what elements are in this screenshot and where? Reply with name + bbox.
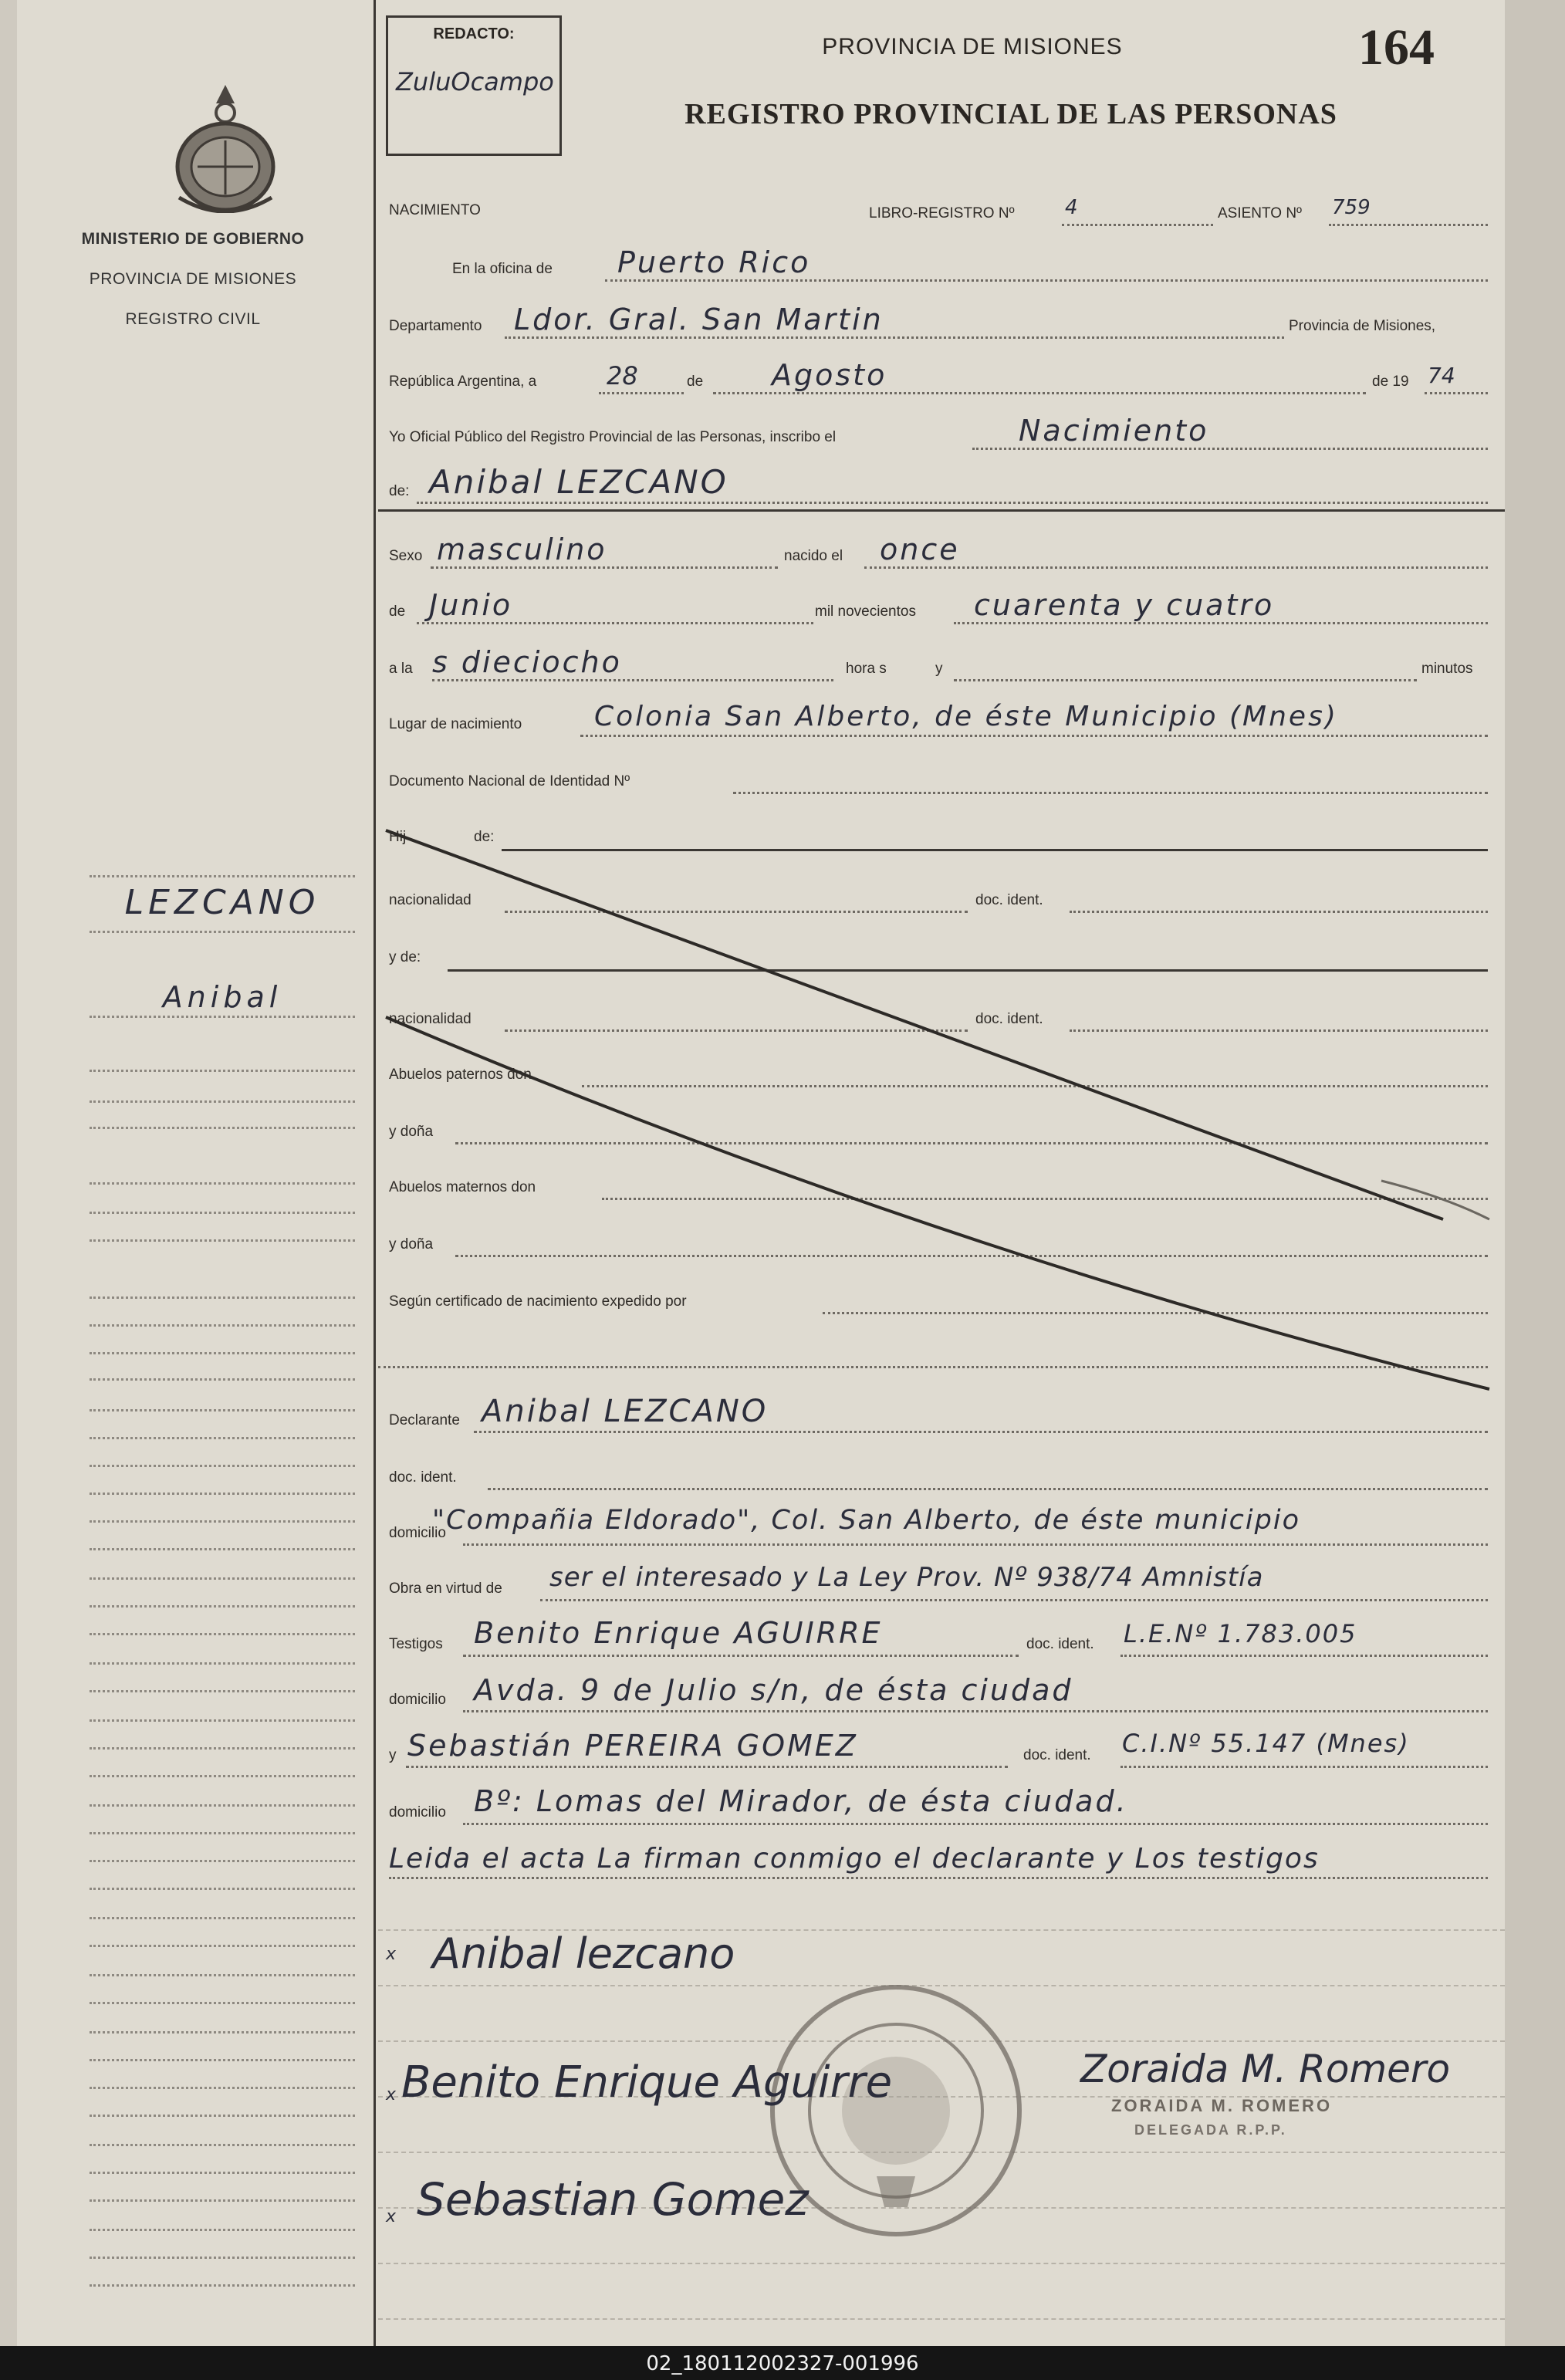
sidebar-dotted-line: [90, 1324, 355, 1327]
docident-label: doc. ident.: [975, 892, 1043, 908]
redacto-box: [386, 15, 562, 156]
field-line: [474, 1431, 1488, 1433]
dni-label: Documento Nacional de Identidad Nº: [389, 773, 630, 789]
sidebar-dotted-line: [90, 2172, 355, 2174]
sexo-label: Sexo: [389, 548, 423, 564]
field-line: [580, 735, 1488, 737]
field-line: [599, 392, 684, 394]
sidebar-dotted-line: [90, 1437, 355, 1439]
docident2-label: doc. ident.: [975, 1011, 1043, 1027]
y-label: y: [935, 661, 943, 677]
ministry-label: MINISTERIO DE GOBIERNO: [81, 230, 305, 248]
page-edge-right: [1505, 0, 1565, 2346]
field-line: [713, 392, 1366, 394]
departamento-value: Ldor. Gral. San Martin: [514, 303, 884, 336]
sidebar-dotted-line: [90, 1832, 355, 1834]
sidebar-dotted-line: [90, 1577, 355, 1580]
de3-label: de: [389, 603, 406, 620]
sidebar-dotted-line: [90, 1100, 355, 1103]
de4-label: de:: [474, 829, 495, 845]
ydona1-label: y doña: [389, 1124, 434, 1140]
ala-label: a la: [389, 661, 413, 677]
cancellation-strokes: [378, 818, 1505, 1405]
sidebar-dotted-line: [90, 2059, 355, 2061]
signature-testigo1: Benito Enrique Aguirre: [401, 2057, 893, 2108]
sidebar-dotted-line: [90, 931, 355, 933]
signature-guide-line: [378, 2318, 1505, 2320]
sidebar-dotted-line: [90, 1016, 355, 1018]
field-line: [463, 1710, 1488, 1712]
birth-month-value: Junio: [429, 588, 513, 622]
year-value: 74: [1428, 363, 1455, 388]
sidebar-dotted-line: [90, 1520, 355, 1523]
province-heading: PROVINCIA DE MISIONES: [822, 34, 1123, 59]
sidebar-dotted-line: [90, 2229, 355, 2231]
nac2-label: nacionalidad: [389, 1011, 472, 1027]
sidebar-dotted-line: [90, 1465, 355, 1467]
field-line: [540, 1599, 1488, 1601]
lugar-value: Colonia San Alberto, de éste Municipio (Mnes): [594, 701, 1338, 732]
declarante-label: Declarante: [389, 1412, 460, 1428]
testigos-label: Testigos: [389, 1636, 443, 1652]
sidebar-dotted-line: [90, 2284, 355, 2287]
docident3-label: doc. ident.: [389, 1469, 457, 1486]
sidebar-dotted-line: [90, 1747, 355, 1750]
sidebar-dotted-line: [90, 1945, 355, 1947]
nacido-label: nacido el: [784, 548, 843, 564]
departamento-label: Departamento: [389, 318, 482, 334]
libro-label: LIBRO-REGISTRO Nº: [869, 205, 1015, 221]
day-value: 28: [607, 361, 638, 390]
signature-mark: x: [386, 2085, 397, 2104]
mil-value: cuarenta y cuatro: [974, 588, 1275, 622]
domicilio1-label: domicilio: [389, 1525, 446, 1541]
sidebar-dotted-line: [90, 1860, 355, 1862]
republica-label: República Argentina, a: [389, 374, 537, 390]
sidebar-dotted-line: [90, 2144, 355, 2146]
oficina-value: Puerto Rico: [617, 245, 811, 279]
minutos-label: minutos: [1421, 661, 1473, 677]
field-line: [431, 566, 778, 569]
sidebar-dotted-line: [90, 2199, 355, 2202]
sidebar-dotted-line: [90, 1352, 355, 1354]
sidebar-dotted-line: [90, 1690, 355, 1692]
testigo2-doc: C.I.Nº 55.147 (Mnes): [1122, 1729, 1410, 1758]
field-line: [1329, 224, 1488, 226]
sidebar-dotted-line: [90, 875, 355, 877]
signature-testigo2: Sebastian Gomez: [417, 2173, 809, 2226]
signature-mark: x: [386, 2207, 397, 2226]
docident4-label: doc. ident.: [1026, 1636, 1094, 1652]
lugar-label: Lugar de nacimiento: [389, 716, 522, 732]
field-line: [1121, 1766, 1488, 1768]
redacto-label: REDACTO:: [433, 25, 515, 42]
sidebar-dotted-line: [90, 1888, 355, 1890]
provincia-suffix: Provincia de Misiones,: [1289, 318, 1436, 334]
stamp-role: DELEGADA R.P.P.: [1134, 2122, 1287, 2138]
signature-guide-line: [378, 2263, 1505, 2264]
sidebar-dotted-line: [90, 1070, 355, 1072]
field-line: [505, 336, 1284, 339]
archive-footer: [0, 2346, 1565, 2380]
asiento-value: 759: [1332, 196, 1371, 219]
oficial-value: Nacimiento: [1019, 414, 1209, 448]
redacto-signature: ZuluOcampo: [396, 67, 554, 96]
field-line: [954, 679, 1417, 681]
act-type-label: NACIMIENTO: [389, 202, 481, 218]
domicilio2-value: Avda. 9 de Julio s/n, de ésta ciudad: [474, 1673, 1073, 1707]
section-rule: [378, 509, 1505, 512]
hora-value: s dieciocho: [432, 645, 622, 679]
sidebar-surname: LEZCANO: [124, 883, 320, 922]
sidebar-dotted-line: [90, 1493, 355, 1495]
image-id: 02_180112002327-001996: [646, 2352, 919, 2375]
folio-number: 164: [1358, 19, 1435, 76]
field-line: [432, 679, 833, 681]
sidebar-dotted-line: [90, 1775, 355, 1777]
field-line: [389, 1877, 1488, 1879]
sidebar-dotted-line: [90, 1662, 355, 1665]
sidebar-dotted-line: [90, 1127, 355, 1129]
sidebar-dotted-line: [90, 2087, 355, 2089]
province-label: PROVINCIA DE MISIONES: [89, 270, 297, 288]
obra-label: Obra en virtud de: [389, 1580, 502, 1597]
field-line: [1062, 224, 1213, 226]
abuelos-mat-label: Abuelos maternos don: [389, 1179, 536, 1195]
field-line: [417, 622, 813, 624]
sidebar-dotted-line: [90, 1917, 355, 1919]
sidebar-dotted-line: [90, 1605, 355, 1608]
field-line: [954, 622, 1488, 624]
testigo1-doc: L.E.Nº 1.783.005: [1124, 1619, 1357, 1648]
sidebar-dotted-line: [90, 1182, 355, 1185]
signature-mark: x: [386, 1945, 397, 1964]
closing-text: Leida el acta La firman conmigo el declarante y Los testigos: [389, 1843, 1320, 1875]
field-line: [463, 1823, 1488, 1825]
field-line: [733, 792, 1488, 794]
nac1-label: nacionalidad: [389, 892, 472, 908]
sidebar-dotted-line: [90, 2031, 355, 2033]
field-line: [972, 448, 1488, 450]
oficina-label: En la oficina de: [452, 261, 553, 277]
signature-declarante: Anibal lezcano: [432, 1929, 735, 1978]
field-line: [864, 566, 1488, 569]
field-line: [406, 1766, 1008, 1768]
registry-title: REGISTRO PROVINCIAL DE LAS PERSONAS: [684, 98, 1337, 130]
sidebar-dotted-line: [90, 1296, 355, 1299]
field-line: [1121, 1655, 1488, 1657]
libro-value: 4: [1065, 196, 1078, 219]
sidebar-dotted-line: [90, 1409, 355, 1411]
name-value: Anibal LEZCANO: [429, 463, 728, 501]
sidebar-dotted-line: [90, 1548, 355, 1550]
sidebar-dotted-line: [90, 1633, 355, 1635]
sidebar-dotted-line: [90, 2257, 355, 2259]
obra-value: ser el interesado y La Ley Prov. Nº 938/74 Amnistía: [549, 1562, 1264, 1593]
signature-oficial: Zoraida M. Romero: [1080, 2047, 1451, 2091]
provincial-seal-icon: [164, 82, 287, 213]
sidebar-dotted-line: [90, 1974, 355, 1976]
month-value: Agosto: [772, 358, 887, 392]
margin-rule: [374, 0, 376, 2346]
declarante-value: Anibal LEZCANO: [482, 1394, 769, 1429]
sexo-value: masculino: [437, 532, 607, 566]
stamp-name: ZORAIDA M. ROMERO: [1111, 2096, 1333, 2115]
testigo2-value: Sebastián PEREIRA GOMEZ: [407, 1729, 858, 1763]
sidebar-dotted-line: [90, 1212, 355, 1214]
yde-label: y de:: [389, 949, 421, 965]
field-line: [488, 1488, 1488, 1490]
field-line: [463, 1543, 1488, 1546]
nacido-value: once: [880, 532, 960, 566]
office-label: REGISTRO CIVIL: [125, 310, 261, 328]
de-label: de: [687, 374, 704, 390]
de2-label: de:: [389, 483, 410, 499]
field-line: [1425, 392, 1488, 394]
oficial-label: Yo Oficial Público del Registro Provincial de las Personas, inscribo el: [389, 429, 837, 445]
field-line: [417, 502, 1488, 504]
docident5-label: doc. ident.: [1023, 1747, 1091, 1763]
field-line: [463, 1655, 1019, 1657]
year-label: de 19: [1372, 374, 1409, 390]
sidebar-dotted-line: [90, 2115, 355, 2117]
domicilio3-label: domicilio: [389, 1804, 446, 1820]
sidebar-dotted-line: [90, 2002, 355, 2004]
sidebar-given-name: Anibal: [162, 980, 282, 1014]
domicilio1-value: "Compañia Eldorado", Col. San Alberto, de éste municipio: [432, 1505, 1301, 1536]
hijo-label: Hij: [389, 829, 407, 845]
sidebar-dotted-line: [90, 1804, 355, 1807]
sidebar-dotted-line: [90, 1239, 355, 1242]
asiento-label: ASIENTO Nº: [1218, 205, 1302, 221]
sidebar-dotted-line: [90, 1378, 355, 1381]
mil-label: mil novecientos: [815, 603, 916, 620]
testigo1-value: Benito Enrique AGUIRRE: [474, 1616, 883, 1650]
domicilio3-value: Bº: Lomas del Mirador, de ésta ciudad.: [474, 1784, 1128, 1818]
segun-label: Según certificado de nacimiento expedido por: [389, 1293, 687, 1310]
domicilio2-label: domicilio: [389, 1692, 446, 1708]
field-line: [605, 279, 1488, 282]
horas-label: hora s: [846, 661, 887, 677]
sidebar-dotted-line: [90, 1719, 355, 1722]
y2-label: y: [389, 1747, 397, 1763]
ydona2-label: y doña: [389, 1236, 434, 1253]
page-edge-left: [0, 0, 17, 2346]
abuelos-pat-label: Abuelos paternos don: [389, 1067, 532, 1083]
